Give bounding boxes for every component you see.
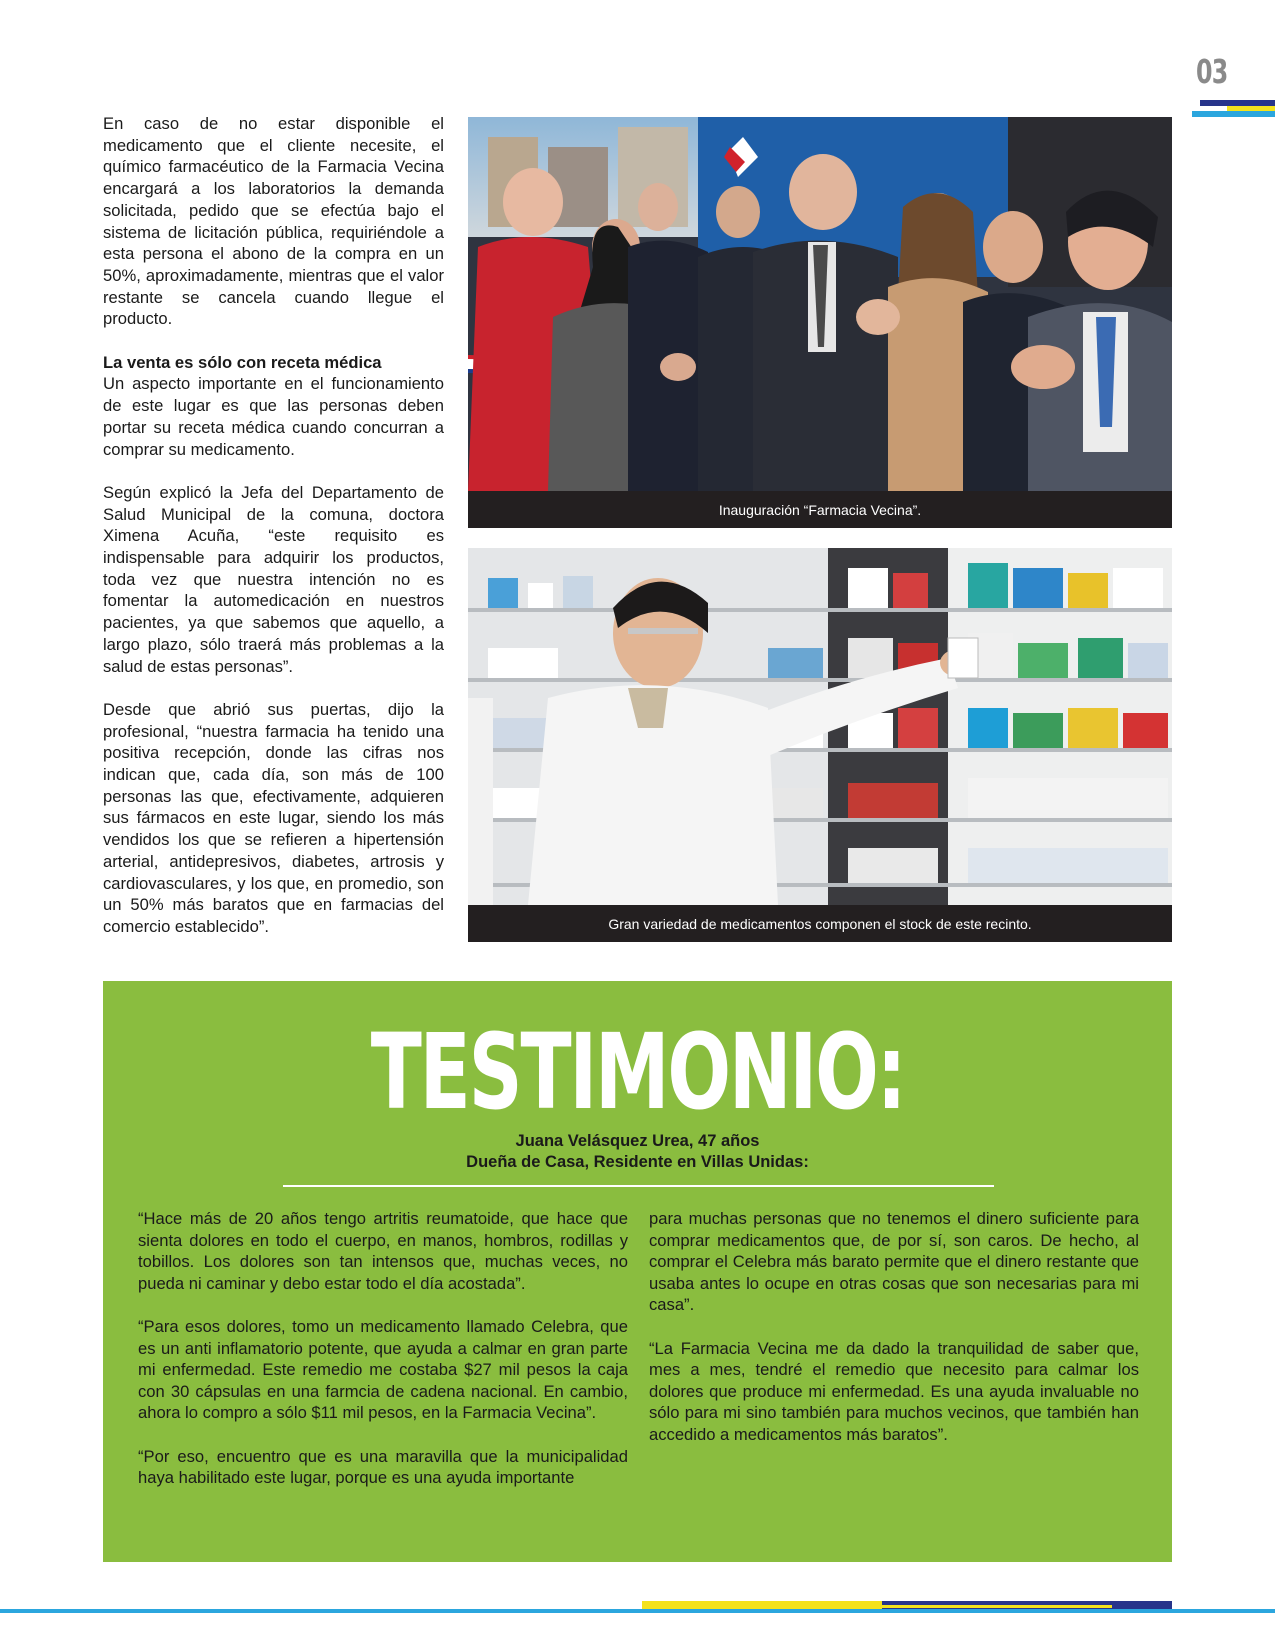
- footer-decoration: [642, 1601, 1172, 1609]
- inauguration-photo-image: [468, 117, 1172, 491]
- article-paragraph: Según explicó la Jefa del Departamento de Salud Municipal de la comuna, doctora Ximena Acuña, “este requisito es indispensable para adquirir los productos, toda vez que nuestra intención no es fomentar la automedicación en nuestros pacientes, ya que sabemos que aquello, a largo plazo, sólo traerá más problemas a la salud de estas personas”.: [103, 482, 444, 676]
- pharmacy-photo-image: [468, 548, 1172, 905]
- article-paragraph: En caso de no estar disponible el medicamento que el cliente necesite, el químico farmacéutico de la Farmacia Vecina encargará a los laboratorios la demanda solicitada, pedido que se efectúa bajo el sistema de licitación pública, requiriéndole a esta persona el abono de la compra en un 50%, aproximadamente, mientras que el valor restante se cancela cuando llegue el producto.: [103, 114, 444, 329]
- testimonial-box: [103, 981, 1172, 1562]
- photo-caption: Gran variedad de medicamentos componen el stock de este recinto.: [468, 905, 1172, 942]
- person-role: Dueña de Casa, Residente en Villas Unidas:: [466, 1153, 809, 1171]
- article-paragraph: Un aspecto importante en el funcionamiento de este lugar es que las personas deben portar su receta médica cuando concurran a comprar su medicamento.: [103, 374, 444, 459]
- testimonial-paragraph: “Por eso, encuentro que es una maravilla que la municipalidad haya habilitado este lugar, porque es una ayuda importante: [138, 1446, 628, 1488]
- footer-rule: [0, 1609, 1275, 1613]
- photo-caption: Inauguración “Farmacia Vecina”.: [468, 491, 1172, 528]
- testimonial-column-1: [138, 1208, 628, 1510]
- corner-decoration: [1192, 100, 1275, 119]
- article-subheading: La venta es sólo con receta médica: [103, 352, 382, 372]
- testimonial-person: [103, 1131, 1172, 1173]
- article-paragraph: Desde que abrió sus puertas, dijo la profesional, “nuestra farmacia ha tenido una positiva recepción, donde las cifras nos indican que, cada día, son más de 100 personas las que, efectivamente, adquieren sus fármacos en este lugar, siendo los más vendidos los que se refieren a hipertensión arterial, antidepresivos, diabetes, artrosis y cardiovasculares, y los que, en promedio, son un 50% más baratos que en farmacias del comercio establecido”.: [103, 699, 444, 936]
- testimonial-paragraph: “Para esos dolores, tomo un medicamento llamado Celebra, que es un anti inflamatorio potente, que ayuda a calmar en gran parte mi enfermedad. Este remedio me costaba $27 mil pesos la caja con 30 cápsulas en una farmcia de cadena nacional. En cambio, ahora lo compro a sólo $11 mil pesos, en la Farmacia Vecina”.: [138, 1316, 628, 1423]
- person-name: Juana Velásquez Urea, 47 años: [515, 1132, 760, 1150]
- testimonial-divider: [283, 1185, 994, 1187]
- testimonial-title-text: TESTIMONIO:: [370, 1011, 905, 1133]
- testimonial-paragraph: “Hace más de 20 años tengo artritis reumatoide, que hace que sienta dolores en todo el cuerpo, en manos, hombros, rodillas y tobillos. Los dolores son tan intensos que, muchas veces, no pueda ni caminar y debo estar todo el día acostada”.: [138, 1209, 628, 1293]
- photo-pharmacy-shelves: [468, 548, 1172, 905]
- page-number: 03: [1196, 52, 1228, 91]
- testimonial-paragraph: “La Farmacia Vecina me da dado la tranquilidad de saber que, mes a mes, tendré el remedio que necesito para calmar los dolores que produce mi enfermedad. Es una ayuda invaluable no sólo para mi sino también para muchos vecinos, que también han accedido a medicamentos más baratos”.: [649, 1338, 1139, 1444]
- testimonial-title: [103, 1011, 1172, 1133]
- testimonial-paragraph: para muchas personas que no tenemos el dinero suficiente para comprar medicamentos que, de por sí, son caros. De hecho, al comprar el Celebra más barato permite que el dinero restante que usaba antes lo ocupe en otras cosas que son necesarias para mi casa”.: [649, 1209, 1139, 1315]
- photo-inauguration: [468, 117, 1172, 491]
- testimonial-column-2: [649, 1208, 1139, 1467]
- article-column: [103, 113, 444, 959]
